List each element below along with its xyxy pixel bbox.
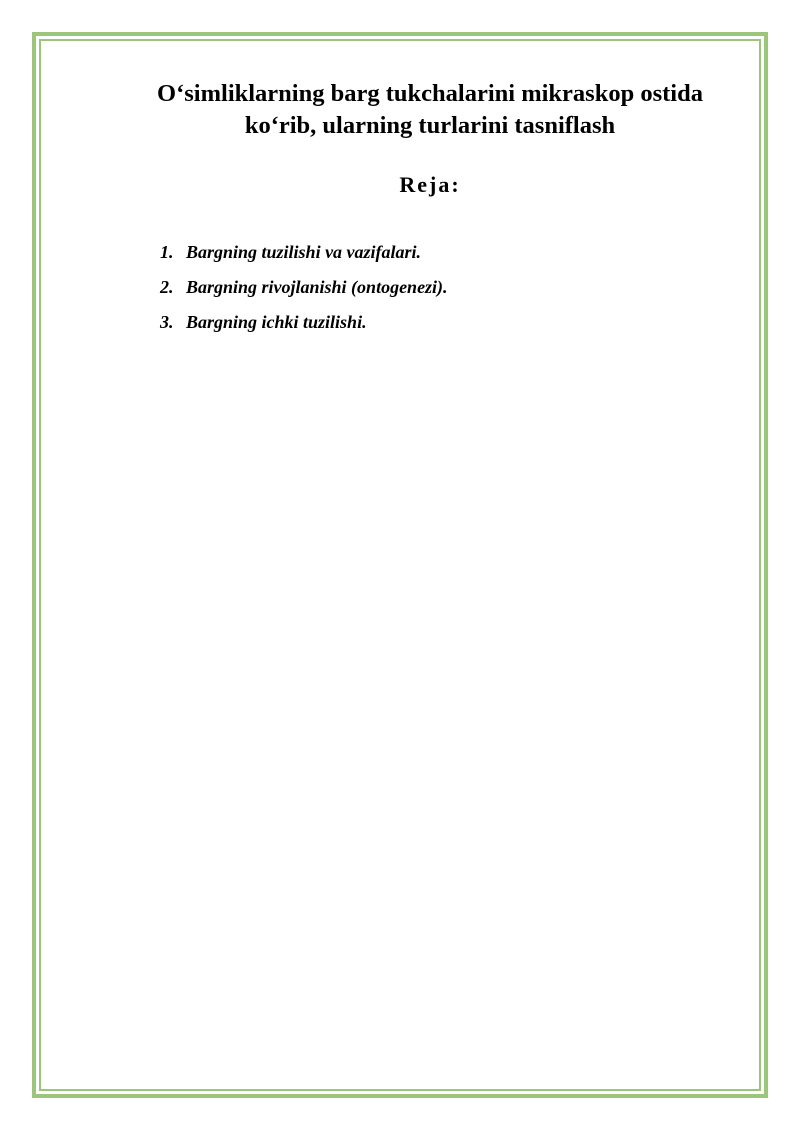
document-title	[100, 78, 760, 142]
plan-list	[160, 240, 448, 345]
plan-item	[160, 240, 448, 264]
plan-item	[160, 310, 448, 334]
plan-item-text: Bargning ichki tuzilishi.	[186, 312, 367, 332]
plan-item-text: Bargning rivojlanishi (ontogenezi).	[186, 277, 448, 297]
plan-item-number: 1.	[160, 242, 174, 262]
plan-item-number: 2.	[160, 277, 174, 297]
title-line-1: O‘simliklarning barg tukchalarini mikraskop ostida	[157, 80, 703, 107]
title-line-2: ko‘rib, ularning turlarini tasniflash	[244, 112, 616, 139]
plan-heading: Reja:	[399, 172, 461, 197]
plan-item	[160, 275, 448, 299]
plan-item-text: Bargning tuzilishi va vazifalari.	[186, 242, 422, 262]
plan-item-number: 3.	[160, 312, 174, 332]
